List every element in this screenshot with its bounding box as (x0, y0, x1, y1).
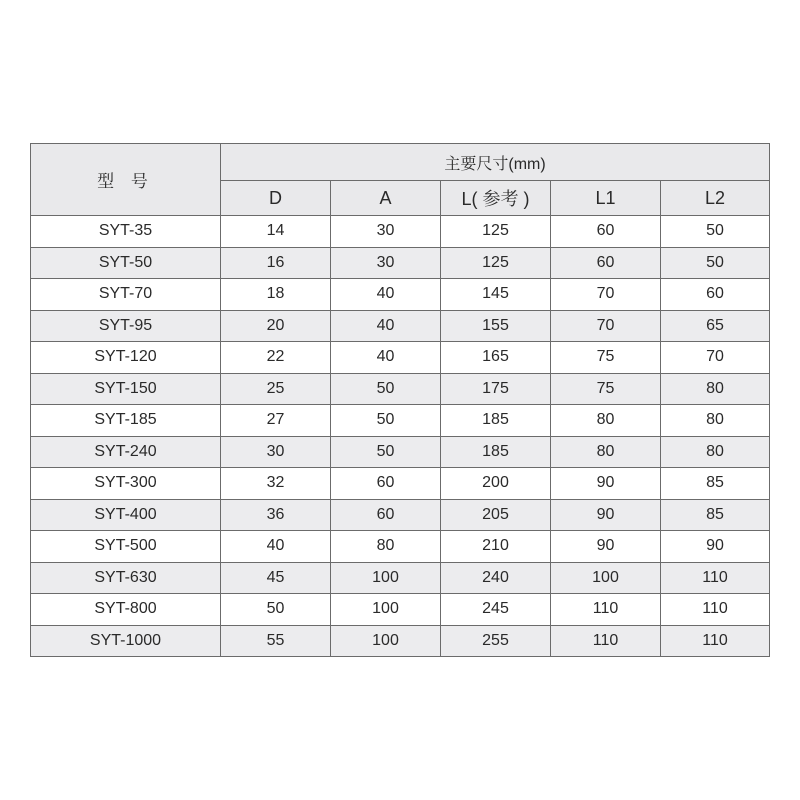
model-cell: SYT-1000 (31, 625, 221, 657)
model-cell: SYT-630 (31, 562, 221, 594)
l1-cell: 75 (551, 373, 661, 405)
l2-cell: 85 (661, 468, 770, 500)
l2-cell: 110 (661, 562, 770, 594)
model-column-header: 型 号 (31, 144, 221, 216)
l2-cell: 50 (661, 216, 770, 248)
d-cell: 50 (221, 594, 331, 626)
model-cell: SYT-300 (31, 468, 221, 500)
l-cell: 240 (441, 562, 551, 594)
d-cell: 14 (221, 216, 331, 248)
l2-cell: 65 (661, 310, 770, 342)
l-cell: 210 (441, 531, 551, 563)
table-row (31, 594, 770, 626)
l2-cell: 110 (661, 625, 770, 657)
d-cell: 18 (221, 279, 331, 311)
a-cell: 40 (331, 342, 441, 374)
a-cell: 100 (331, 594, 441, 626)
table-row (31, 373, 770, 405)
table-row (31, 216, 770, 248)
model-cell: SYT-35 (31, 216, 221, 248)
d-cell: 32 (221, 468, 331, 500)
table-body (31, 216, 770, 657)
d-cell: 36 (221, 499, 331, 531)
l1-cell: 80 (551, 436, 661, 468)
table-row (31, 625, 770, 657)
l1-cell: 60 (551, 247, 661, 279)
d-cell: 30 (221, 436, 331, 468)
l-cell: 155 (441, 310, 551, 342)
table-header (31, 144, 770, 216)
d-cell: 16 (221, 247, 331, 279)
l1-cell: 70 (551, 279, 661, 311)
table-row (31, 562, 770, 594)
column-header-a: A (331, 181, 441, 216)
a-cell: 50 (331, 436, 441, 468)
l1-cell: 110 (551, 594, 661, 626)
l1-cell: 90 (551, 531, 661, 563)
model-cell: SYT-240 (31, 436, 221, 468)
header-row-group (31, 144, 770, 181)
l-cell: 125 (441, 216, 551, 248)
l2-cell: 80 (661, 373, 770, 405)
model-cell: SYT-150 (31, 373, 221, 405)
l-cell: 185 (441, 436, 551, 468)
l-cell: 245 (441, 594, 551, 626)
a-cell: 50 (331, 405, 441, 437)
a-cell: 100 (331, 562, 441, 594)
d-cell: 27 (221, 405, 331, 437)
table-row (31, 247, 770, 279)
d-cell: 40 (221, 531, 331, 563)
a-cell: 30 (331, 216, 441, 248)
l-cell: 145 (441, 279, 551, 311)
model-cell: SYT-400 (31, 499, 221, 531)
table-row (31, 531, 770, 563)
model-cell: SYT-50 (31, 247, 221, 279)
l-cell: 185 (441, 405, 551, 437)
d-cell: 25 (221, 373, 331, 405)
table-row (31, 342, 770, 374)
l2-cell: 80 (661, 436, 770, 468)
l2-cell: 80 (661, 405, 770, 437)
l1-cell: 75 (551, 342, 661, 374)
a-cell: 100 (331, 625, 441, 657)
table-row (31, 405, 770, 437)
model-cell: SYT-95 (31, 310, 221, 342)
column-header-l: L( 参考 ) (441, 181, 551, 216)
model-cell: SYT-800 (31, 594, 221, 626)
table-row (31, 436, 770, 468)
l1-cell: 90 (551, 468, 661, 500)
l1-cell: 90 (551, 499, 661, 531)
l1-cell: 110 (551, 625, 661, 657)
model-cell: SYT-185 (31, 405, 221, 437)
a-cell: 30 (331, 247, 441, 279)
model-cell: SYT-70 (31, 279, 221, 311)
l1-cell: 70 (551, 310, 661, 342)
a-cell: 40 (331, 279, 441, 311)
model-cell: SYT-120 (31, 342, 221, 374)
l2-cell: 85 (661, 499, 770, 531)
dimensions-group-header: 主要尺寸(mm) (221, 144, 770, 181)
d-cell: 20 (221, 310, 331, 342)
l-cell: 175 (441, 373, 551, 405)
table-row (31, 468, 770, 500)
l2-cell: 60 (661, 279, 770, 311)
l-cell: 165 (441, 342, 551, 374)
l-cell: 255 (441, 625, 551, 657)
a-cell: 50 (331, 373, 441, 405)
a-cell: 40 (331, 310, 441, 342)
l-cell: 205 (441, 499, 551, 531)
l-cell: 200 (441, 468, 551, 500)
l-cell: 125 (441, 247, 551, 279)
l2-cell: 70 (661, 342, 770, 374)
l1-cell: 60 (551, 216, 661, 248)
d-cell: 22 (221, 342, 331, 374)
table-row (31, 310, 770, 342)
l2-cell: 90 (661, 531, 770, 563)
d-cell: 55 (221, 625, 331, 657)
spec-table (30, 143, 770, 657)
table-row (31, 279, 770, 311)
a-cell: 60 (331, 499, 441, 531)
d-cell: 45 (221, 562, 331, 594)
a-cell: 80 (331, 531, 441, 563)
table-row (31, 499, 770, 531)
column-header-l2: L2 (661, 181, 770, 216)
a-cell: 60 (331, 468, 441, 500)
l2-cell: 50 (661, 247, 770, 279)
l1-cell: 80 (551, 405, 661, 437)
column-header-l1: L1 (551, 181, 661, 216)
model-cell: SYT-500 (31, 531, 221, 563)
l1-cell: 100 (551, 562, 661, 594)
column-header-d: D (221, 181, 331, 216)
l2-cell: 110 (661, 594, 770, 626)
